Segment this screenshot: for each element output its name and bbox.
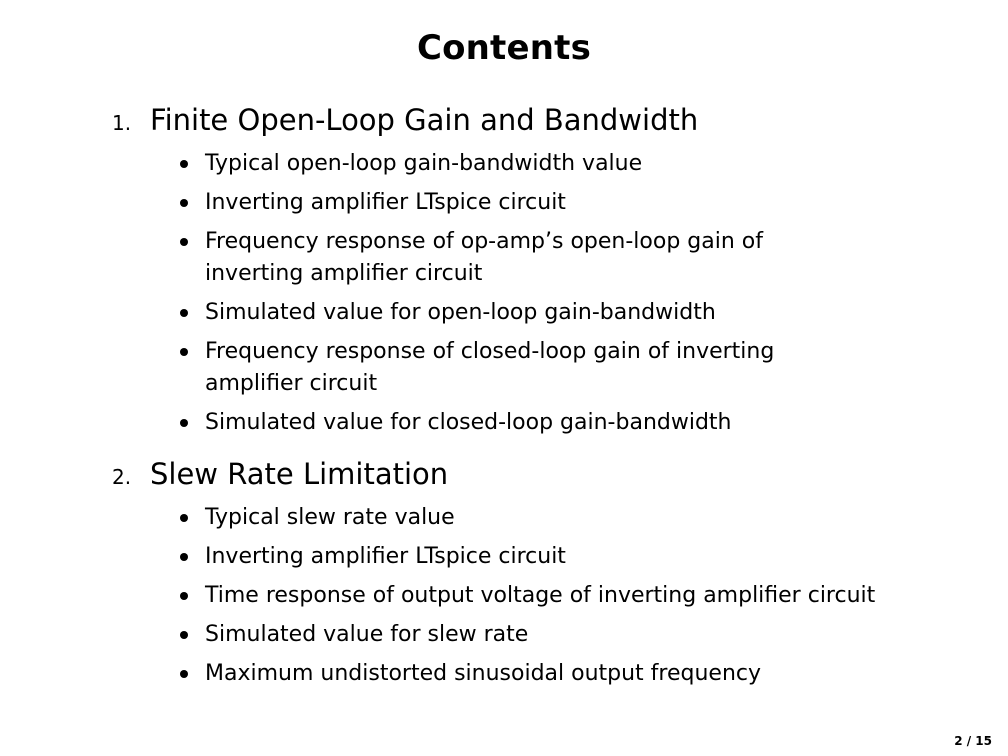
section-number: 1.	[112, 111, 132, 135]
bullet-list	[112, 148, 932, 439]
section-heading	[112, 456, 932, 495]
bullet-icon	[180, 238, 188, 246]
bullet-item	[112, 580, 925, 612]
section-title: Slew Rate Limitation	[150, 457, 449, 491]
bullet-item	[112, 502, 825, 534]
bullet-item	[112, 658, 825, 690]
bullet-text: Inverting amplifier LTspice circuit	[205, 190, 566, 215]
bullet-text: Typical slew rate value	[205, 505, 455, 530]
section-title: Finite Open-Loop Gain and Bandwidth	[150, 103, 699, 137]
bullet-icon	[180, 553, 188, 561]
bullet-item	[112, 226, 825, 290]
bullet-text: Typical open-loop gain-bandwidth value	[205, 151, 643, 176]
section-2	[112, 456, 932, 690]
bullet-list	[112, 502, 932, 690]
bullet-text: Simulated value for slew rate	[205, 622, 529, 647]
bullet-icon	[180, 419, 188, 427]
bullet-text: Time response of output voltage of inverting amplifier circuit	[205, 583, 876, 608]
section-heading	[112, 102, 932, 141]
bullet-icon	[180, 160, 188, 168]
page-number: 2 / 15	[954, 734, 992, 748]
bullet-icon	[180, 592, 188, 600]
section-1	[112, 102, 932, 439]
bullet-icon	[180, 348, 188, 356]
bullet-text: Simulated value for open-loop gain-bandwidth	[205, 300, 716, 325]
bullet-icon	[180, 514, 188, 522]
bullet-text: Simulated value for closed-loop gain-bandwidth	[205, 410, 732, 435]
bullet-item	[112, 407, 825, 439]
slide-title: Contents	[416, 28, 592, 68]
bullet-icon	[180, 670, 188, 678]
bullet-item	[112, 619, 825, 651]
bullet-icon	[180, 199, 188, 207]
bullet-icon	[180, 631, 188, 639]
section-number: 2.	[112, 465, 132, 489]
bullet-icon	[180, 309, 188, 317]
bullet-item	[112, 187, 825, 219]
bullet-item	[112, 297, 825, 329]
bullet-text: Maximum undistorted sinusoidal output frequency	[205, 661, 762, 686]
bullet-text: Inverting amplifier LTspice circuit	[205, 544, 566, 569]
bullet-text: Frequency response of op-amp’s open-loop gain of inverting amplifier circuit	[205, 229, 763, 286]
bullet-text: Frequency response of closed-loop gain of inverting amplifier circuit	[205, 339, 775, 396]
bullet-item	[112, 148, 825, 180]
bullet-item	[112, 541, 825, 573]
bullet-item	[112, 336, 825, 400]
